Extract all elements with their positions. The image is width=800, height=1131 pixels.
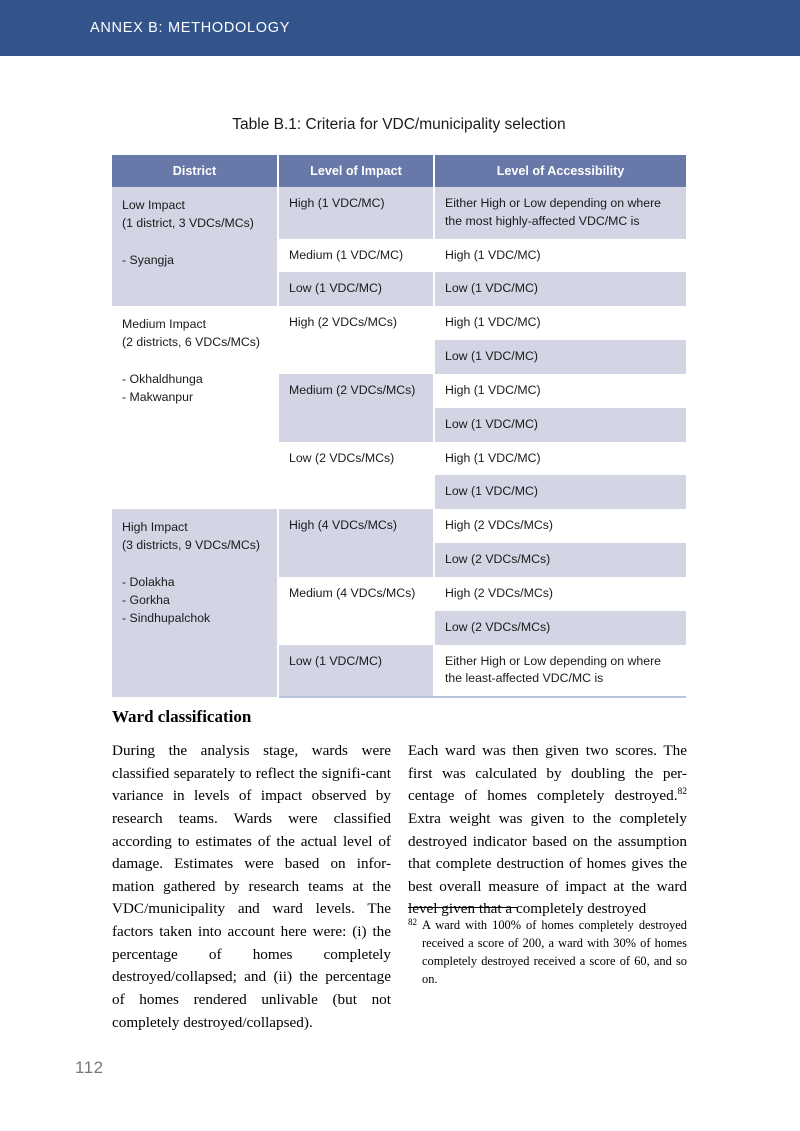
district-cell [112,187,278,306]
paragraph-ward-classification-right [408,740,687,921]
district-group-name: Low Impact [122,198,185,212]
level-of-accessibility-cell: High (1 VDC/MC) [434,306,686,340]
column-header-level-of-impact: Level of Impact [278,155,434,187]
criteria-table-body [112,187,686,697]
footnote-number: 82 [408,917,417,927]
page-header-band [0,0,800,56]
level-of-accessibility-cell: High (2 VDCs/MCs) [434,509,686,543]
district-name-item: - Makwanpur [122,389,194,404]
level-of-accessibility-cell: High (1 VDC/MC) [434,442,686,476]
level-of-accessibility-cell: Either High or Low depending on where the most highly-affected VDC/MC is [434,187,686,239]
district-group-name: High Impact [122,520,188,535]
district-group-count: (2 districts, 6 VDCs/MCs) [122,335,261,350]
district-name-item: - Dolakha [122,574,175,589]
section-heading-ward-classification: Ward classification [112,707,252,726]
level-of-accessibility-cell: Either High or Low depending on where the least-affected VDC/MC is [434,645,686,698]
district-name-list [122,252,267,270]
level-of-accessibility-cell: Low (1 VDC/MC) [434,475,686,509]
district-group-heading [122,519,267,555]
table-caption: Table B.1: Criteria for VDC/municipality selection [232,116,566,133]
level-of-accessibility-cell: Low (2 VDCs/MCs) [434,611,686,645]
district-name-list [122,371,267,407]
district-cell [112,509,278,697]
district-name-item: - Syangja [122,252,174,267]
district-group-name: Medium Impact [122,317,207,332]
criteria-table [112,155,686,698]
level-of-accessibility-cell: Low (1 VDC/MC) [434,272,686,306]
paragraph-ward-classification-left: During the analysis stage, wards were classified separately to reflect the signifi-cant variance in levels of impact observed by research teams. Wards were classified according to estimates of the actual level of damage. Estimates were based on infor-mation gathered by research teams at the VDC/municipality and ward levels. The factors taken into account here were: (i) the percentage of homes completely destroyed/collapsed; and (ii) the percentage of homes rendered unlivable (but not completely destroyed/collapsed). [112,742,391,1031]
page-number: 112 [75,1058,104,1077]
footnote-separator-rule [408,907,518,908]
level-of-impact-cell: Low (1 VDC/MC) [278,645,434,698]
footnote-text: A ward with 100% of homes completely destroyed received a score of 200, a ward with 30% of homes completely destroyed received a score of 60, and so on. [422,918,687,986]
footnote-entry [408,917,687,989]
body-column-right [408,740,687,921]
table-row [112,509,686,543]
table-header-row [112,155,686,187]
body-column-left [112,740,391,1034]
level-of-impact-cell: Low (1 VDC/MC) [278,272,434,306]
running-head-title: ANNEX B: METHODOLOGY [90,20,291,36]
level-of-impact-cell: Medium (2 VDCs/MCs) [278,374,434,442]
table-row [112,187,686,239]
district-group-count: (1 district, 3 VDCs/MCs) [122,215,254,230]
level-of-impact-cell: High (2 VDCs/MCs) [278,306,434,374]
level-of-accessibility-cell: Low (1 VDC/MC) [434,340,686,374]
footnote-reference-marker[interactable]: 82 [677,787,687,798]
right-text-after-footnote-ref: Extra weight was given to the completely destroyed indicator based on the assumption that complete destruction of homes gives the best overall measure of impact at the ward level given that a completely destroyed [408,809,687,918]
right-text-before-footnote-ref: Each ward was then given two scores. The first was calculated by doubling the per-centage of homes completely destroyed. [408,742,687,805]
table-row [112,306,686,340]
footnote-block [408,907,687,989]
district-cell [112,306,278,509]
column-header-level-of-accessibility: Level of Accessibility [434,155,686,187]
level-of-accessibility-cell: High (1 VDC/MC) [434,239,686,273]
level-of-accessibility-cell: High (1 VDC/MC) [434,374,686,408]
level-of-impact-cell: High (1 VDC/MC) [278,187,434,239]
level-of-accessibility-cell: Low (2 VDCs/MCs) [434,543,686,577]
level-of-accessibility-cell: Low (1 VDC/MC) [434,408,686,442]
district-group-heading [122,316,267,352]
district-name-item: - Okhaldhunga [122,371,203,386]
column-header-district: District [112,155,278,187]
level-of-impact-cell: Medium (1 VDC/MC) [278,239,434,273]
level-of-impact-cell: Medium (4 VDCs/MCs) [278,577,434,645]
level-of-impact-cell: High (4 VDCs/MCs) [278,509,434,577]
district-group-heading [122,197,267,233]
district-name-list [122,574,267,627]
level-of-accessibility-cell: High (2 VDCs/MCs) [434,577,686,611]
district-group-count: (3 districts, 9 VDCs/MCs) [122,538,261,553]
district-name-item: - Sindhupalchok [122,610,211,625]
level-of-impact-cell: Low (2 VDCs/MCs) [278,442,434,510]
district-name-item: - Gorkha [122,592,170,607]
